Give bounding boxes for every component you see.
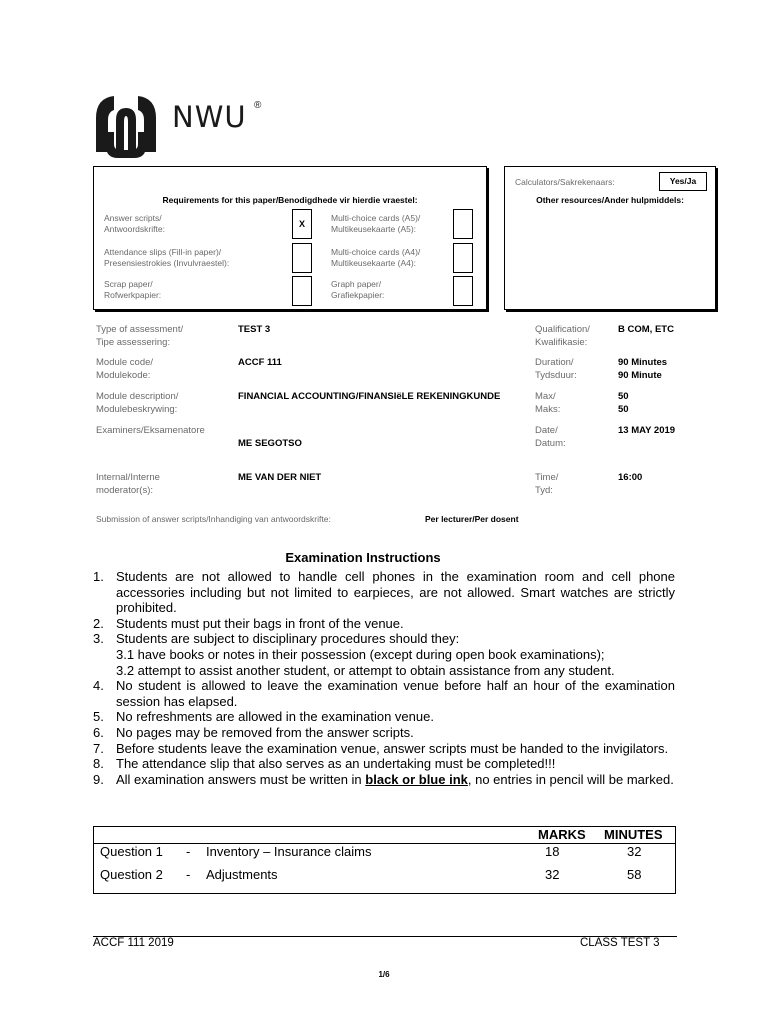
registered-mark: ®: [254, 100, 262, 111]
instructions-title: Examination Instructions: [285, 550, 441, 565]
time-label: Time/ Tyd:: [535, 472, 559, 496]
time-value: 16:00: [618, 472, 643, 483]
footer-module: ACCF 111 2019: [93, 937, 174, 949]
question-2-dash: -: [186, 867, 191, 882]
mc-cards-a4-checkbox[interactable]: [453, 243, 473, 273]
question-2-label: Question 2: [100, 867, 163, 882]
examiners-label: Examiners/Eksamenatore: [96, 425, 205, 436]
qualification-label: Qualification/ Kwalifikasie:: [535, 324, 590, 348]
list-item: 4. No student is allowed to leave the examination venue before half an hour of the examination session has elapsed.: [93, 678, 675, 709]
max-value: 50 50: [618, 391, 629, 415]
scrap-paper-label: Scrap paper/ Rofwerkpapier:: [104, 279, 162, 300]
attendance-slips-checkbox[interactable]: [292, 243, 312, 273]
max-label: Max/ Maks:: [535, 391, 561, 415]
questions-table: [93, 826, 676, 894]
question-1-minutes: 32: [627, 844, 642, 859]
list-item: 2. Students must put their bags in front of the venue.: [93, 615, 404, 631]
list-item: 9. All examination answers must be written in black or blue ink, no entries in pencil will be marked.: [93, 771, 674, 787]
list-item: 3. Students are subject to disciplinary procedures should they: 3.1 have books or notes in their possession (except during open book examinations); 3.2 attempt to assist another student, or attempt to obtain assistance from any student.: [93, 631, 615, 678]
instructions-list: [93, 569, 675, 787]
duration-value: 90 Minutes 90 Minute: [618, 357, 668, 381]
mc-cards-a4-label: Multi-choice cards (A4)/ Multikeusekaarte (A4):: [331, 247, 421, 268]
list-item: 8. The attendance slip that also serves as an undertaking must be completed!!!: [93, 756, 556, 772]
answer-scripts-checkbox[interactable]: X: [292, 209, 312, 239]
question-2-minutes: 58: [627, 867, 642, 882]
logo-wordmark: NWU: [172, 100, 247, 134]
module-code-label: Module code/ Modulekode:: [96, 357, 154, 381]
date-value: 13 MAY 2019: [618, 425, 676, 436]
type-of-assessment-value: TEST 3: [238, 324, 271, 335]
marks-header: MARKS: [538, 827, 586, 842]
graph-paper-checkbox[interactable]: [453, 276, 473, 306]
moderator-value: ME VAN DER NIET: [238, 472, 322, 483]
question-1-topic: Inventory – Insurance claims: [206, 844, 372, 859]
qualification-value: B COM, ETC: [618, 324, 674, 335]
scrap-paper-checkbox[interactable]: [292, 276, 312, 306]
requirements-heading: Requirements for this paper/Benodigdhede vir hierdie vraestel:: [162, 195, 418, 205]
list-item: 1. Students are not allowed to handle cell phones in the examination room and cell phone accessories including but not limited to earpieces, are not allowed. Smart watches are strictly prohibited.: [93, 569, 675, 616]
minutes-header: MINUTES: [604, 827, 663, 842]
examiners-value: ME SEGOTSO: [238, 438, 302, 449]
module-description-value: FINANCIAL ACCOUNTING/FINANSIëLE REKENINGKUNDE: [238, 391, 501, 402]
module-description-label: Module description/ Modulebeskrywing:: [96, 391, 179, 415]
module-code-value: ACCF 111: [238, 357, 282, 368]
attendance-slips-label: Attendance slips (Fill-in paper)/ Presensiestrokies (Invulvraestel):: [104, 247, 230, 268]
list-item: 7. Before students leave the examination venue, answer scripts must be handed to the invigilators.: [93, 740, 669, 756]
mc-cards-a5-label: Multi-choice cards (A5)/ Multikeusekaarte (A5):: [331, 213, 421, 234]
duration-label: Duration/ Tydsduur:: [535, 357, 577, 381]
question-1-label: Question 1: [100, 844, 163, 859]
question-1-dash: -: [186, 844, 191, 859]
requirements-box: [93, 166, 487, 310]
calculators-label: Calculators/Sakrekenaars:: [515, 177, 615, 187]
question-2-topic: Adjustments: [206, 867, 278, 882]
questions-table-header: [94, 827, 675, 844]
list-item: 6. No pages may be removed from the answer scripts.: [93, 724, 414, 740]
mc-cards-a5-checkbox[interactable]: [453, 209, 473, 239]
calculators-value: Yes/Ja: [659, 172, 707, 191]
question-2-marks: 32: [545, 867, 560, 882]
answer-scripts-label: Answer scripts/ Antwoordskrifte:: [104, 213, 165, 234]
footer-test: CLASS TEST 3: [580, 937, 660, 949]
date-label: Date/ Datum:: [535, 425, 566, 449]
other-resources-label: Other resources/Ander hulpmiddels:: [536, 195, 684, 205]
submission-value: Per lecturer/Per dosent: [425, 514, 519, 524]
ink-emphasis: black or blue ink: [365, 771, 468, 787]
page-number: 1/6: [378, 970, 390, 979]
graph-paper-label: Graph paper/ Grafiekpapier:: [331, 279, 385, 300]
resources-box: [504, 166, 716, 310]
list-item: 5. No refreshments are allowed in the examination venue.: [93, 709, 434, 725]
question-1-marks: 18: [545, 844, 560, 859]
moderator-label: Internal/Interne moderator(s):: [96, 472, 160, 496]
submission-label: Submission of answer scripts/Inhandiging van antwoordskrifte:: [96, 514, 331, 524]
type-of-assessment-label: Type of assessment/ Tipe assessering:: [96, 324, 184, 348]
